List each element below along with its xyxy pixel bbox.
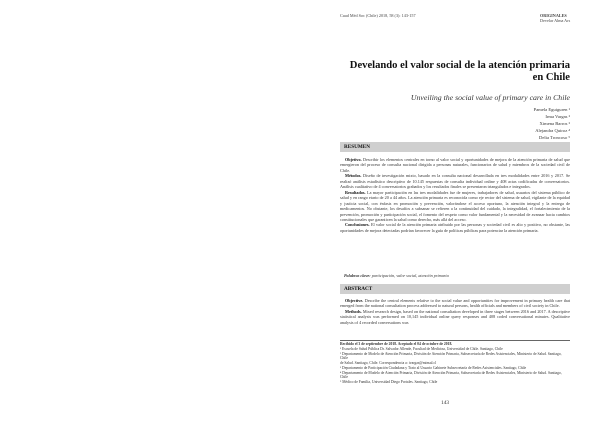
abstract-objective <box>340 298 570 309</box>
footnote: ⁴ Departamento de Modelo de Atención Primaria, División de Atención Primaria, Subsecretaría de Redes Asistenciales, Ministerio de Salud. Santiago, Chile <box>340 370 562 380</box>
abstract-bar <box>340 284 570 294</box>
label: Resultados. <box>345 189 366 195</box>
footnotes <box>340 342 570 385</box>
keywords-label: Palabras clave: <box>344 273 371 278</box>
abstract-methods <box>340 309 570 325</box>
label: Objetivo. <box>345 157 362 162</box>
resumen-bar <box>340 142 570 152</box>
text: El valor social de la atención primaria atribuido por las personas y sociedad civil es alto y positivo, no obstante, las oportunidades de mejora detectadas podrían favorecer la guía de políticas públicas para potenciar la atención primaria. <box>340 222 571 233</box>
footnote: ¹ Escuela de Salud Pública Dr. Salvador Allende, Facultad de Medicina, Universidad de Chile. Santiago, Chile <box>340 346 503 351</box>
footnote-divider <box>340 340 570 341</box>
resumen-resultados <box>340 190 570 223</box>
page-number: 143 <box>441 400 450 406</box>
text: Describir los elementos centrales en torno al valor social y oportunidades de mejora de la atención primaria de salud que emergieron del proceso de consulta nacional dirigida a personas naturales, funcionarios de salud y miembros de la sociedad civil de Chile. <box>340 157 571 173</box>
resumen-conclusiones <box>340 222 570 233</box>
resumen-objetivo <box>340 157 570 173</box>
journal-citation: Cuad Méd Soc (Chile) 2018, 58 (3): 143-157 <box>340 13 416 18</box>
resumen-body <box>340 157 570 233</box>
author-name: Ximena Barros ³ <box>539 121 570 126</box>
keywords-text: participación, valor social, atención primaria <box>371 273 449 278</box>
abstract-heading: ABSTRACT <box>344 286 373 292</box>
resumen-metodos <box>340 173 570 189</box>
section-label <box>540 13 570 24</box>
text: Diseño de investigación mixto, basado en la consulta nacional desarrollada en tres modalidades entre 2016 y 2017. Se realizó análisis estadístico descriptivo de 10.145 respuestas de consulta individual online y 408 actas codificadas de conversatorios. Análisis cualitativo de 4 conversatorios grabados y los resultados finales se presentaron triangulados e integrados. <box>340 173 571 190</box>
article-subtitle: Unveiling the social value of primary care in Chile <box>410 93 570 102</box>
footnote: ³ Departamento de Participación Ciudadana y Trato al Usuario Gabinete Subsecretaría de Redes Asistenciales. Santiago, Chile <box>340 365 527 370</box>
footnote: ² Departamento de Modelo de Atención Primaria, División de Atención Primaria, Subsecretaría de Redes Asistenciales, Ministerio de Salud. Santiago, Chile <box>340 351 562 361</box>
text: La mayor participación en las tres modalidades fue de mujeres, trabajadores de salud, usuarios del sistema público de salud y en rango etario de 20 a 44 años. La atención primaria es reconocida como eje rector del sistema de salud, vigilante de la equidad y justicia social, con énfasis en promoción y prevención, valorándose el acceso oportuno, la atención integral y la entrega de medicamentos. No obstante, los desafíos a subsanar se refieren a la continuidad del cuidado, la integralidad, el fortalecimiento de la prevención, promoción y participación social, el fomento del respeto como valor fundamental y la necesidad de avanzar hacia cambios constitucionales que garanticen la salud como derecho, más allá del acceso. <box>340 189 570 222</box>
author-name: Delia Troncoso ⁵ <box>539 135 570 140</box>
section-subname: Develar Alma Ars <box>540 18 571 24</box>
author-name: Irma Vargas ² <box>545 114 570 119</box>
label: Methods. <box>345 308 362 314</box>
label: Objective. <box>345 298 364 303</box>
label: Métodos. <box>345 173 362 179</box>
keywords <box>344 273 570 278</box>
label: Conclusiones. <box>345 222 370 228</box>
text: Mixed research design, based on the national consultation developed in three stages between 2016 and 2017. A descriptive statistical analysis was performed on 10,145 individual online query responses and 408 coded conversational minutes. Qualitative analysis of 4 recorded conversations was <box>340 308 571 325</box>
section-name: ORIGINALES <box>540 13 567 18</box>
received-date: Recibido el 3 de septiembre de 2018. Aceptado el 04 de octubre de 2018. <box>340 342 453 346</box>
footnote: de Salud. Santiago, Chile. Correspondencia a: ivargas@minsal.cl <box>340 361 437 365</box>
footnote: ⁵ Médico de Familia, Universidad Diego Portales. Santiago, Chile <box>340 380 438 384</box>
text: Describe the central elements relative to the social value and opportunities for improvement in primary health care that emerged from the national consultation process addressed to natural persons, health officials and members of civil society in Chile. <box>340 298 571 309</box>
resumen-heading: RESUMEN <box>344 144 370 150</box>
author-name: Pamela Eguiguren ¹ <box>533 107 570 112</box>
author-name: Alejandra Quiroz ⁴ <box>535 128 570 133</box>
abstract-body <box>340 298 570 325</box>
article-title: Develando el valor social de la atención primaria en Chile <box>349 60 570 83</box>
author-list <box>470 106 570 141</box>
